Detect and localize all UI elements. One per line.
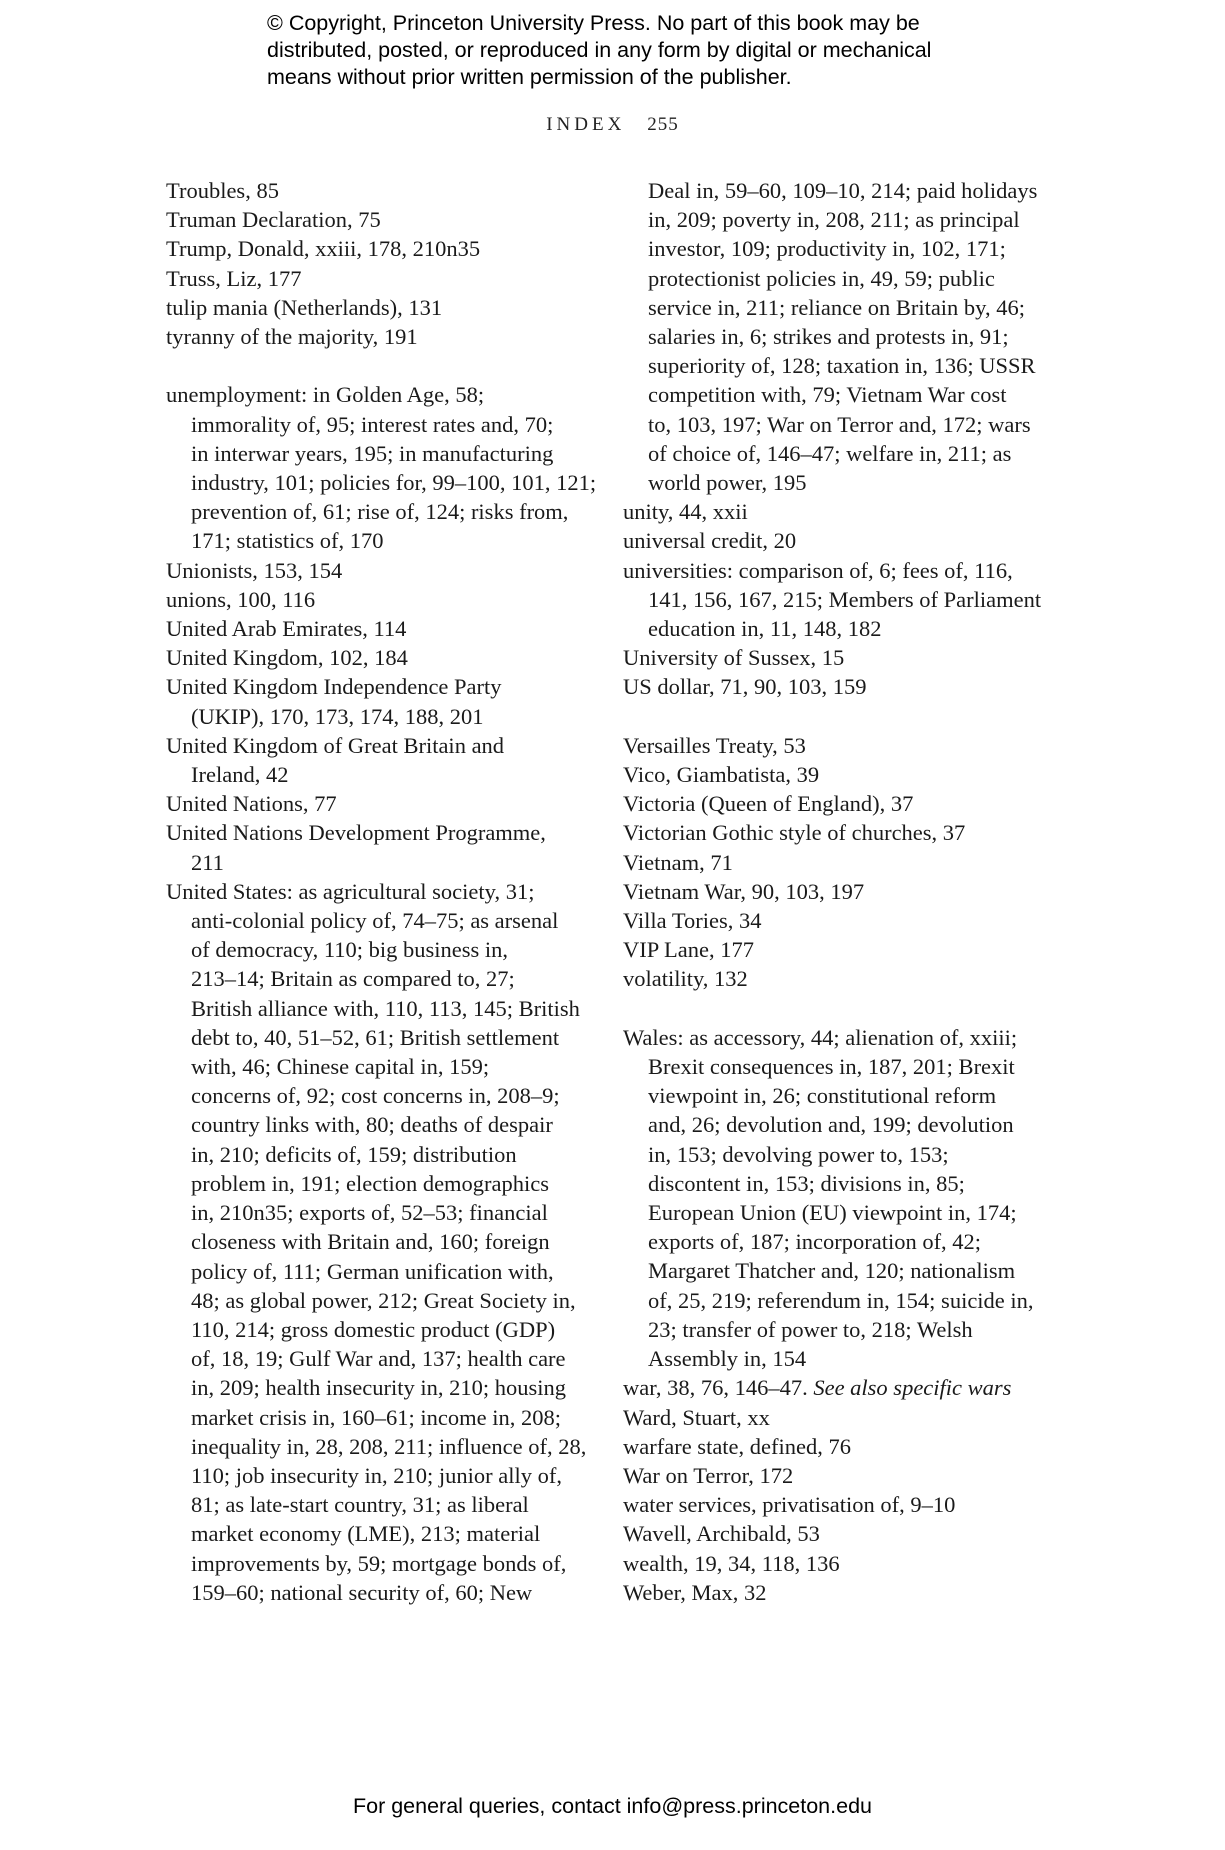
entry-line: problem in, 191; election demographics	[191, 1170, 550, 1196]
index-entry: United Kingdom, 102, 184	[166, 645, 408, 671]
entry-line: in interwar years, 195; in manufacturing	[191, 440, 554, 466]
entry-line: market crisis in, 160–61; income in, 208;	[191, 1404, 561, 1430]
entry-line: 110, 214; gross domestic product (GDP)	[191, 1316, 556, 1342]
entry-line: policy of, 111; German unification with,	[191, 1258, 554, 1284]
index-entry: universal credit, 20	[623, 528, 797, 554]
entry-line: British alliance with, 110, 113, 145; British	[191, 995, 580, 1021]
entry-line: service in, 211; reliance on Britain by, 46;	[648, 294, 1025, 320]
index-entry: Unionists, 153, 154	[166, 557, 343, 583]
entry-line: 48; as global power, 212; Great Society in,	[191, 1287, 576, 1313]
index-entry: US dollar, 71, 90, 103, 159	[623, 674, 867, 700]
entry-line: 110; job insecurity in, 210; junior ally of,	[191, 1462, 562, 1488]
entry-line: education in, 11, 148, 182	[648, 616, 882, 642]
index-entry: tulip mania (Netherlands), 131	[166, 294, 443, 320]
entry-line: anti-colonial policy of, 74–75; as arsenal	[191, 908, 559, 934]
entry-line: improvements by, 59; mortgage bonds of,	[191, 1550, 567, 1576]
letter-group-gap	[623, 702, 1063, 731]
index-entry: Ward, Stuart, xx	[623, 1404, 770, 1430]
entry-line: United Kingdom Independence Party	[166, 674, 502, 700]
entry-line: unemployment: in Golden Age, 58;	[166, 382, 485, 408]
entry-line: debt to, 40, 51–52, 61; British settlement	[191, 1024, 560, 1050]
entry-line: discontent in, 153; divisions in, 85;	[648, 1170, 965, 1196]
entry-line: Brexit consequences in, 187, 201; Brexit	[648, 1054, 1015, 1080]
entry-line: of, 18, 19; Gulf War and, 137; health care	[191, 1346, 566, 1372]
entry-line: Deal in, 59–60, 109–10, 214; paid holidays	[648, 178, 1038, 203]
index-entry-united-states-continued	[623, 176, 1063, 497]
index-entry-universities	[623, 556, 1063, 644]
contact-footer: For general queries, contact info@press.princeton.edu	[352, 1794, 872, 1818]
entry-line: 211	[191, 849, 224, 875]
entry-line: 81; as late-start country, 31; as liberal	[191, 1492, 529, 1518]
index-entry: United Nations, 77	[166, 791, 337, 817]
index-entry: Vico, Giambatista, 39	[623, 762, 820, 788]
entry-line: and, 26; devolution and, 199; devolution	[648, 1112, 1014, 1138]
entry-line: salaries in, 6; strikes and protests in, 91;	[648, 324, 1009, 350]
entry-line: superiority of, 128; taxation in, 136; USSR	[648, 353, 1036, 379]
index-entry: volatility, 132	[623, 966, 748, 992]
index-entry-united-states	[166, 877, 586, 1607]
entry-line: immorality of, 95; interest rates and, 70;	[191, 411, 554, 437]
index-column-right	[623, 176, 1063, 1607]
entry-line: United States: as agricultural society, 31;	[166, 878, 535, 904]
index-entry: War on Terror, 172	[623, 1462, 794, 1488]
entry-line: viewpoint in, 26; constitutional reform	[648, 1083, 997, 1109]
entry-line: with, 46; Chinese capital in, 159;	[191, 1054, 490, 1080]
entry-line: of choice of, 146–47; welfare in, 211; as	[648, 440, 1012, 466]
entry-line: United Nations Development Programme,	[166, 820, 546, 846]
index-entry: Truss, Liz, 177	[166, 265, 302, 291]
page-number: 255	[647, 114, 679, 135]
index-entry: Wavell, Archibald, 53	[623, 1521, 820, 1547]
entry-line: European Union (EU) viewpoint in, 174;	[648, 1200, 1017, 1226]
entry-line: world power, 195	[648, 470, 807, 496]
running-head	[0, 114, 1225, 136]
index-entry: warfare state, defined, 76	[623, 1433, 852, 1459]
entry-line: closeness with Britain and, 160; foreign	[191, 1229, 550, 1255]
entry-line: (UKIP), 170, 173, 174, 188, 201	[191, 703, 484, 729]
index-entry-ukgbi	[166, 731, 586, 789]
index-entry: unions, 100, 116	[166, 586, 316, 612]
index-entry: VIP Lane, 177	[623, 937, 755, 963]
entry-line: universities: comparison of, 6; fees of, 116,	[623, 557, 1013, 583]
index-entry: Victoria (Queen of England), 37	[623, 791, 914, 817]
letter-group-gap	[166, 351, 586, 380]
entry-line: in, 209; poverty in, 208, 211; as principal	[648, 207, 1020, 233]
entry-line: industry, 101; policies for, 99–100, 101, 121;	[191, 470, 597, 496]
entry-line: 171; statistics of, 170	[191, 528, 384, 554]
entry-line: investor, 109; productivity in, 102, 171;	[648, 236, 1006, 262]
entry-line: 23; transfer of power to, 218; Welsh	[648, 1316, 973, 1342]
letter-group-gap	[623, 994, 1063, 1023]
entry-line: country links with, 80; deaths of despair	[191, 1112, 553, 1138]
entry-line: exports of, 187; incorporation of, 42;	[648, 1229, 982, 1255]
entry-line: of democracy, 110; big business in,	[191, 937, 509, 963]
index-entry-unemployment	[166, 380, 597, 555]
index-entry-war	[623, 1373, 1063, 1402]
index-column-left	[166, 176, 597, 1607]
entry-line: to, 103, 197; War on Terror and, 172; wars	[648, 411, 1031, 437]
index-entry: Troubles, 85	[166, 178, 279, 203]
entry-line: of, 25, 219; referendum in, 154; suicide in,	[648, 1287, 1034, 1313]
entry-line: in, 209; health insecurity in, 210; housing	[191, 1375, 566, 1401]
index-entry: wealth, 19, 34, 118, 136	[623, 1550, 840, 1576]
entry-line: in, 153; devolving power to, 153;	[648, 1141, 949, 1167]
index-entry: Truman Declaration, 75	[166, 207, 381, 233]
index-entry: United Arab Emirates, 114	[166, 616, 407, 642]
copyright-line: distributed, posted, or reproduced in any form by digital or mechanical	[267, 38, 932, 62]
index-entry: University of Sussex, 15	[623, 645, 845, 671]
copyright-line: © Copyright, Princeton University Press. No part of this book may be	[267, 11, 920, 35]
index-entry: tyranny of the majority, 191	[166, 324, 418, 350]
index-entry-undp	[166, 818, 586, 876]
entry-line: concerns of, 92; cost concerns in, 208–9;	[191, 1083, 560, 1109]
section-title: INDEX	[546, 114, 626, 135]
entry-line: market economy (LME), 213; material	[191, 1521, 541, 1547]
entry-line: in, 210n35; exports of, 52–53; financial	[191, 1200, 548, 1226]
entry-line: 141, 156, 167, 215; Members of Parliament	[648, 586, 1042, 612]
index-entry: Weber, Max, 32	[623, 1579, 767, 1605]
entry-line: protectionist policies in, 49, 59; public	[648, 265, 995, 291]
copyright-notice	[267, 10, 1027, 91]
entry-line: 213–14; Britain as compared to, 27;	[191, 966, 515, 992]
index-entry: Vietnam War, 90, 103, 197	[623, 878, 865, 904]
entry-line: prevention of, 61; rise of, 124; risks from,	[191, 499, 569, 525]
index-entry: water services, privatisation of, 9–10	[623, 1492, 956, 1518]
index-entry: Versailles Treaty, 53	[623, 732, 806, 758]
entry-line: Assembly in, 154	[648, 1346, 807, 1372]
index-entry-ukip	[166, 672, 586, 730]
index-entry: Vietnam, 71	[623, 849, 733, 875]
entry-line: United Kingdom of Great Britain and	[166, 732, 505, 758]
entry-text: war, 38, 76, 146–47.	[623, 1375, 808, 1401]
entry-line: Margaret Thatcher and, 120; nationalism	[648, 1258, 1016, 1284]
entry-line: Wales: as accessory, 44; alienation of, xxiii;	[623, 1024, 1018, 1050]
entry-line: inequality in, 28, 208, 211; influence of, 28,	[191, 1433, 587, 1459]
index-entry: Trump, Donald, xxiii, 178, 210n35	[166, 236, 481, 262]
entry-line: 159–60; national security of, 60; New	[191, 1579, 533, 1605]
entry-line: competition with, 79; Vietnam War cost	[648, 382, 1007, 408]
index-entry-wales	[623, 1023, 1063, 1373]
entry-line: in, 210; deficits of, 159; distribution	[191, 1141, 517, 1167]
index-entry: Villa Tories, 34	[623, 908, 762, 934]
copyright-line: means without prior written permission of the publisher.	[267, 65, 792, 89]
entry-line: Ireland, 42	[191, 762, 289, 788]
see-also-reference: See also specific wars	[813, 1375, 1012, 1401]
index-entry: unity, 44, xxii	[623, 499, 748, 525]
index-entry: Victorian Gothic style of churches, 37	[623, 820, 966, 846]
